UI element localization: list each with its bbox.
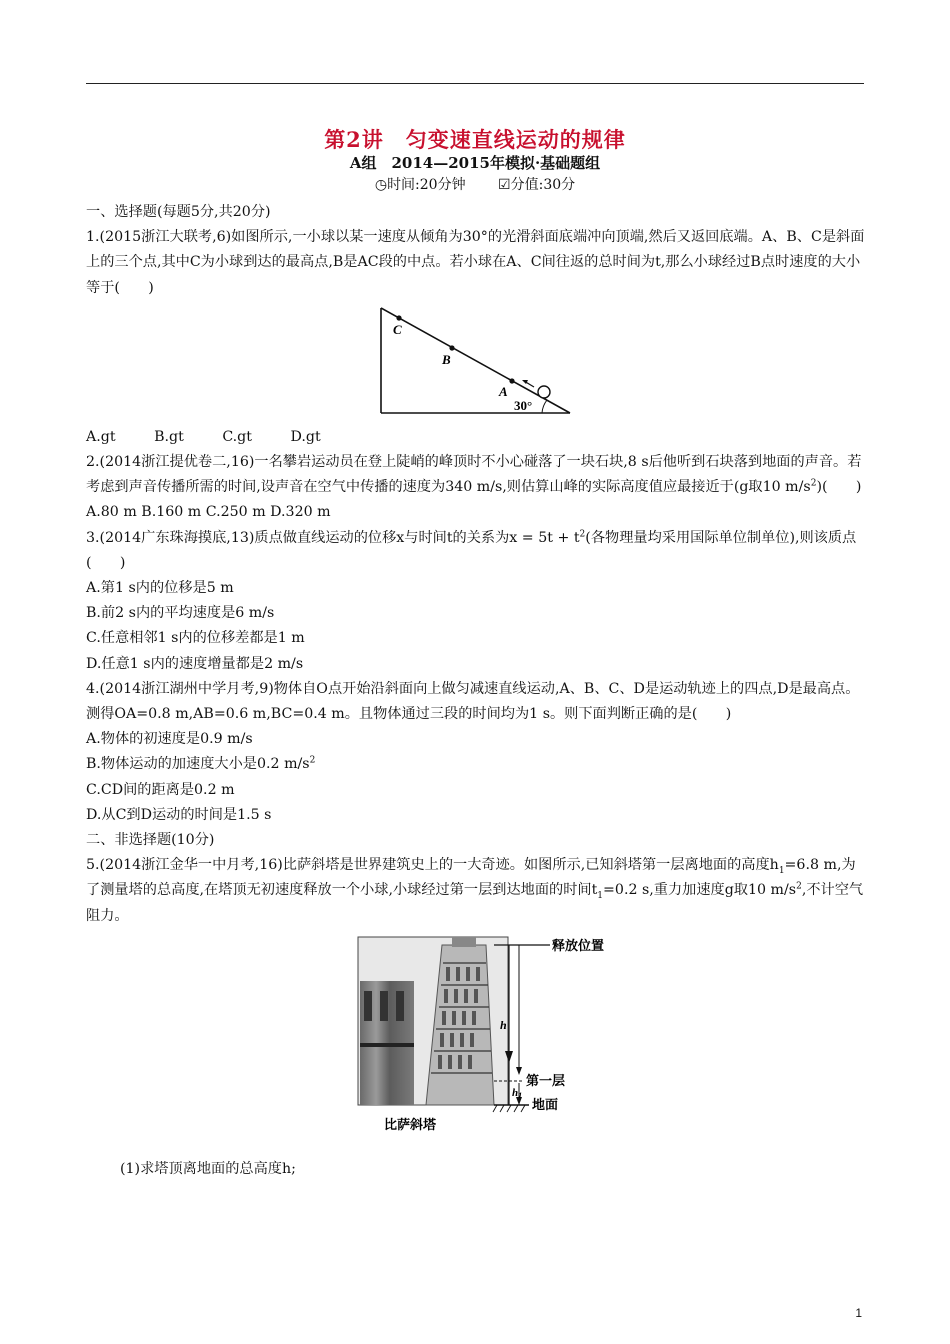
label-h: h: [500, 1017, 507, 1032]
question-3: 3.(2014广东珠海摸底,13)质点做直线运动的位移x与时间t的关系为$x = 5t + t^2$(各物理量均采用国际单位制单位),则该质点( ): [86, 528, 857, 571]
check-icon: ☑: [498, 177, 511, 193]
question-3-option-d[interactable]: D.任意1 s内的速度增量都是2 m/s: [86, 655, 304, 672]
question-4-option-a[interactable]: A.物体的初速度是0.9 m/s: [86, 731, 253, 748]
label-b: B: [442, 351, 451, 367]
page-number: 1: [855, 1306, 862, 1320]
label-c: C: [393, 321, 402, 337]
label-a: A: [499, 383, 508, 399]
section-heading: 一、选择题(每题5分,共20分): [86, 204, 271, 220]
exam-meta: [0, 174, 950, 194]
question-5-sub-1: (1)求塔顶离地面的总高度h;: [120, 1160, 296, 1177]
question-content: [86, 200, 866, 1182]
question-4-option-c[interactable]: C.CD间的距离是0.2 m: [86, 781, 235, 798]
page-title: 第2讲 匀变速直线运动的规律: [324, 127, 626, 152]
score-info: ☑分值:30分: [498, 177, 576, 193]
section-heading-2: 二、非选择题(10分): [86, 832, 215, 849]
label-h1: h1: [512, 1086, 523, 1100]
choice-b[interactable]: B.gt: [154, 428, 184, 445]
figure-caption: 比萨斜塔: [384, 1117, 437, 1133]
label-release-position: 释放位置: [552, 938, 605, 954]
label-angle: 30°: [514, 397, 533, 413]
question-2-choices: A.80 m B.160 m C.250 m D.320 m: [86, 504, 331, 521]
choice-d[interactable]: D.gt: [290, 428, 321, 445]
question-4-option-d[interactable]: D.从C到D运动的时间是1.5 s: [86, 806, 272, 823]
label-first-floor: 第一层: [526, 1073, 566, 1089]
incline-figure: [376, 303, 576, 421]
question-1: 1.(2015浙江大联考,6)如图所示,一小球以某一速度从倾角为30°的光滑斜面底端冲向顶端,然后又返回底端。A、B、C是斜面上的三个点,其中C为小球到达的最高点,B是AC段的中点。若小球在A、C间往返的总时间为t,那么小球经过B点时速度的大小等于( ): [86, 229, 865, 296]
pisa-tower-figure: [354, 933, 629, 1153]
page-subtitle: A组 2014—2015年模拟·基础题组: [349, 154, 601, 172]
label-ground: 地面: [532, 1097, 559, 1113]
question-3-option-c[interactable]: C.任意相邻1 s内的位移差都是1 m: [86, 630, 305, 647]
question-2: 2.(2014浙江提优卷二,16)一名攀岩运动员在登上陡峭的峰顶时不小心碰落了一块石块,8 s后他听到石块落到地面的声音。若考虑到声音传播所需的时间,设声音在空气中传播的速度为340 m/s,则估算山峰的实际高度值应最接近于(g取10 $m/s^2$)( ): [86, 454, 862, 496]
choice-a[interactable]: A.gt: [86, 428, 116, 445]
question-3-option-a[interactable]: A.第1 s内的位移是5 m: [86, 580, 234, 597]
clock-icon: ◷: [374, 177, 388, 193]
time-info: ◷时间:20分钟: [374, 177, 466, 193]
question-3-option-b[interactable]: B.前2 s内的平均速度是6 m/s: [86, 605, 275, 622]
question-4: 4.(2014浙江湖州中学月考,9)物体自O点开始沿斜面向上做匀减速直线运动,A、B、C、D是运动轨迹上的四点,D是最高点。测得OA=0.8 m,AB=0.6 m,BC=0.4 m。且物体通过三段的时间均为1 s。则下面判断正确的是( ): [86, 680, 860, 723]
question-5: 5.(2014浙江金华一中月考,16)比萨斜塔是世界建筑史上的一大奇迹。如图所示,已知斜塔第一层离地面的高度$h_1=6.8$ m,为了测量塔的总高度,在塔顶无初速度释放一个小球,小球经过第一层到达地面的时间$t_1=0.2$ s,重力加速度g取10 $m/s^2$,不计空气阻力。: [86, 857, 864, 924]
question-4-option-b[interactable]: B.物体运动的加速度大小是0.2 $m/s^2$: [86, 755, 316, 773]
choice-c[interactable]: C.gt: [222, 428, 252, 445]
header-rule: [86, 83, 864, 84]
question-1-choices: [86, 425, 866, 450]
